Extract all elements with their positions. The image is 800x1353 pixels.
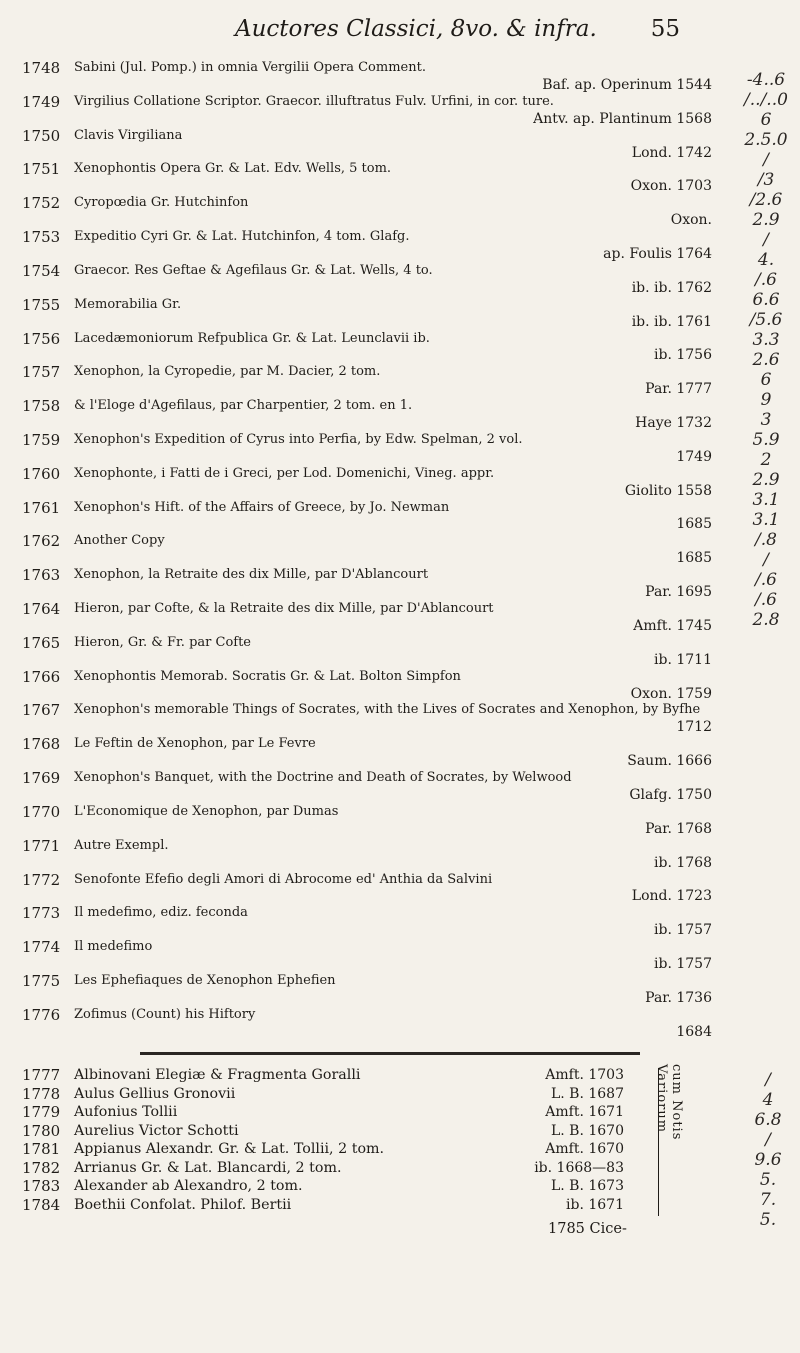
lot-number: 1759 (22, 430, 61, 449)
entry-imprint: Saum. 1666 (627, 753, 712, 770)
margin-note: 5. (759, 1170, 777, 1190)
entry-title: Clavis Virgiliana (74, 127, 183, 143)
margin-note: /../..0 (744, 90, 788, 110)
lot-number: 1749 (22, 92, 61, 111)
entry-title: Aufonius Tollii (74, 1104, 178, 1121)
lot-number: 1760 (22, 464, 61, 483)
entry-title: Aulus Gellius Gronovii (74, 1085, 236, 1102)
catalogue-entry (22, 905, 712, 939)
entry-imprint: ib. ib. 1761 (631, 313, 712, 330)
catalogue-entry (22, 466, 712, 500)
entry-imprint: Oxon. 1703 (630, 178, 712, 195)
margin-note: 6.8 (754, 1110, 782, 1130)
entry-title: Senofonte Efefio degli Amori di Abrocome ed' Anthia da Salvini (74, 871, 493, 887)
catchword: 1785 Cice- (548, 1221, 627, 1237)
running-title: Auctores Classici, 8vo. & infra. (235, 16, 597, 42)
margin-note: /2.6 (749, 190, 783, 210)
entry-imprint: L. B. 1673 (550, 1178, 624, 1195)
entry-imprint: ib. 1671 (566, 1196, 624, 1213)
lot-number: 1770 (22, 802, 61, 821)
lot-number: 1768 (22, 735, 61, 754)
margin-note: /.8 (755, 530, 777, 550)
entry-imprint: ib. 1757 (654, 922, 712, 939)
catalogue-entry (22, 635, 712, 669)
lot-number: 1782 (22, 1158, 61, 1177)
entry-title: Arrianus Gr. & Lat. Blancardi, 2 tom. (74, 1159, 342, 1176)
catalogue-entry (22, 364, 712, 398)
entry-title: Albinovani Elegiæ & Fragmenta Goralli (74, 1067, 361, 1083)
catalogue-entry (22, 1140, 712, 1159)
catalogue-entry (22, 229, 712, 263)
entry-imprint: Par. 1777 (645, 381, 712, 398)
margin-note: 6 (760, 110, 772, 130)
margin-note: 9.6 (754, 1150, 782, 1170)
entry-imprint: ib. 1768 (654, 854, 712, 871)
entry-title: Xenophon, la Retraite des dix Mille, par D'Ablancourt (74, 567, 429, 583)
lot-number: 1766 (22, 667, 61, 686)
entry-imprint: 1685 (676, 516, 712, 533)
margin-note: 5. (759, 1210, 777, 1230)
entry-imprint: 1684 (676, 1023, 712, 1040)
lot-number: 1784 (22, 1195, 61, 1214)
catalogue-entry (22, 1103, 712, 1122)
catalogue-entry (22, 770, 712, 804)
catalogue-entry (22, 297, 712, 331)
entry-imprint: ib. 1757 (654, 956, 712, 973)
entry-imprint: Glafg. 1750 (629, 786, 712, 803)
entry-imprint: Lond. 1723 (631, 888, 712, 905)
entry-imprint: Par. 1695 (645, 584, 712, 601)
lot-number: 1763 (22, 566, 61, 585)
handwritten-prices-section-2 (740, 1070, 796, 1230)
catalogue-entry (22, 973, 712, 1007)
margin-note: 4. (757, 250, 775, 270)
entry-imprint: Amft. 1703 (545, 1067, 624, 1083)
catalogue-entry (22, 161, 712, 195)
entry-title: Lacedæmoniorum Refpublica Gr. & Lat. Leunclavii ib. (74, 330, 430, 346)
entry-title: Le Feftin de Xenophon, par Le Fevre (74, 736, 316, 752)
catalogue-entry (22, 669, 712, 703)
margin-note: 5.9 (752, 430, 780, 450)
margin-note: 3 (760, 410, 772, 430)
margin-note: 4 (762, 1090, 774, 1110)
margin-note: 7. (759, 1190, 777, 1210)
entry-imprint: Par. 1768 (645, 820, 712, 837)
margin-note: 2.8 (752, 610, 780, 630)
lot-number: 1752 (22, 194, 61, 213)
entry-title: Xenophon's Expedition of Cyrus into Perfia, by Edw. Spelman, 2 vol. (74, 431, 523, 447)
entry-title: Another Copy (74, 533, 165, 549)
lot-number: 1783 (22, 1177, 61, 1196)
entry-title: L'Economique de Xenophon, par Dumas (74, 803, 339, 819)
lot-number: 1779 (22, 1103, 61, 1122)
entry-title: Xenophonte, i Fatti de i Greci, per Lod. Domenichi, Vineg. appr. (74, 465, 495, 481)
lot-number: 1753 (22, 228, 61, 247)
entry-title: Cyropœdia Gr. Hutchinfon (74, 195, 249, 211)
catalogue-entry (22, 1159, 712, 1178)
entry-title: Xenophontis Memorab. Socratis Gr. & Lat. Bolton Simpfon (74, 668, 461, 684)
entry-title: Hieron, par Cofte, & la Retraite des dix Mille, par D'Ablancourt (74, 601, 494, 616)
entry-imprint: Haye 1732 (635, 415, 712, 432)
catalogue-entries-section-2 (22, 1066, 712, 1214)
catalogue-entry (22, 1122, 712, 1141)
entry-imprint: Baf. ap. Operinum 1544 (542, 76, 712, 93)
catalogue-entry (22, 331, 712, 365)
page-number: 55 (650, 16, 680, 42)
entry-title: & l'Eloge d'Agefilaus, par Charpentier, 2 tom. en 1. (74, 398, 413, 414)
lot-number: 1765 (22, 633, 61, 652)
margin-note: /.6 (755, 590, 777, 610)
lot-number: 1775 (22, 971, 61, 990)
catalogue-entry (22, 60, 712, 94)
margin-note: / (765, 1070, 771, 1090)
margin-note: 2 (760, 450, 772, 470)
catalogue-entry (22, 128, 712, 162)
catalogue-entry (22, 601, 712, 635)
entry-title: Il medefimo, ediz. feconda (74, 905, 248, 921)
entry-imprint: Antv. ap. Plantinum 1568 (533, 110, 712, 127)
lot-number: 1777 (22, 1066, 61, 1084)
lot-number: 1754 (22, 261, 61, 280)
catalogue-entry (22, 263, 712, 297)
lot-number: 1778 (22, 1084, 61, 1103)
entry-imprint: ap. Foulis 1764 (603, 245, 712, 262)
lot-number: 1748 (22, 59, 61, 77)
lot-number: 1771 (22, 836, 61, 855)
lot-number: 1773 (22, 904, 61, 923)
page-header (60, 10, 680, 50)
margin-note: /3 (757, 170, 775, 190)
entry-title: Boethii Confolat. Philof. Bertii (74, 1196, 292, 1213)
entry-title: Autre Exempl. (74, 837, 169, 853)
catalogue-entry (22, 533, 712, 567)
entry-title: Virgilius Collatione Scriptor. Graecor. illuftratus Fulv. Urfini, in cor. ture. (74, 93, 554, 109)
entry-title: Hieron, Gr. & Fr. par Cofte (74, 634, 251, 650)
entry-title: Les Ephefiaques de Xenophon Ephefien (74, 972, 336, 988)
entry-title: Il medefimo (74, 939, 153, 955)
lot-number: 1756 (22, 329, 61, 348)
entry-title: Aurelius Victor Schotti (74, 1122, 239, 1139)
entry-imprint: ib. 1756 (654, 347, 712, 364)
lot-number: 1772 (22, 870, 61, 889)
catalogue-entry (22, 195, 712, 229)
lot-number: 1762 (22, 532, 61, 551)
entry-title: Xenophon, la Cyropedie, par M. Dacier, 2 tom. (74, 364, 381, 380)
margin-note: 2.9 (752, 210, 780, 230)
lot-number: 1769 (22, 769, 61, 788)
catalogue-entry (22, 838, 712, 872)
entry-imprint: L. B. 1670 (550, 1122, 624, 1139)
catalogue-entry (22, 804, 712, 838)
entry-imprint: Giolito 1558 (624, 482, 712, 499)
entry-title: Graecor. Res Geftae & Agefilaus Gr. & Lat. Wells, 4 to. (74, 262, 433, 278)
margin-note: 2.6 (752, 350, 780, 370)
entry-imprint: ib. 1711 (654, 651, 712, 668)
catalogue-entry (22, 736, 712, 770)
catalogue-entry (22, 1085, 712, 1104)
margin-note: 3.1 (752, 490, 780, 510)
catalogue-entries (22, 60, 712, 1041)
lot-number: 1751 (22, 160, 61, 179)
entry-imprint: 1712 (676, 719, 712, 736)
catalogue-entry (22, 1066, 712, 1085)
entry-title: Expeditio Cyri Gr. & Lat. Hutchinfon, 4 tom. Glafg. (74, 229, 410, 245)
catalogue-entry (22, 1007, 712, 1041)
catalogue-entry (22, 94, 712, 128)
entry-title: Xenophon's memorable Things of Socrates, with the Lives of Socrates and Xenophon, by Byfhe (74, 702, 701, 718)
entry-imprint: ib. ib. 1762 (631, 279, 712, 296)
section-rule (140, 1052, 640, 1055)
margin-note: /5.6 (749, 310, 783, 330)
margin-note: /.6 (755, 270, 777, 290)
catalogue-entry (22, 1177, 712, 1196)
entry-imprint: Amft. 1745 (633, 617, 712, 634)
lot-number: 1774 (22, 938, 61, 957)
lot-number: 1758 (22, 397, 61, 416)
side-note: cum Notis Variorum (654, 1064, 684, 1141)
margin-note: / (763, 230, 769, 250)
margin-note: 9 (760, 390, 772, 410)
entry-title: Zofimus (Count) his Hiftory (74, 1006, 256, 1022)
entry-imprint: Par. 1736 (645, 989, 712, 1006)
entry-title: Alexander ab Alexandro, 2 tom. (74, 1178, 303, 1195)
lot-number: 1781 (22, 1140, 61, 1159)
lot-number: 1761 (22, 498, 61, 517)
entry-imprint: Amft. 1671 (545, 1104, 624, 1121)
catalogue-entry (22, 567, 712, 601)
catalogue-entry (22, 939, 712, 973)
entry-title: Memorabilia Gr. (74, 296, 182, 312)
entry-title: Appianus Alexandr. Gr. & Lat. Tollii, 2 tom. (74, 1141, 385, 1158)
lot-number: 1776 (22, 1005, 61, 1024)
entry-title: Sabini (Jul. Pomp.) in omnia Vergilii Opera Comment. (74, 60, 426, 75)
entry-title: Xenophon's Banquet, with the Doctrine and Death of Socrates, by Welwood (74, 770, 572, 786)
entry-imprint: 1685 (676, 550, 712, 567)
margin-note: 6.6 (752, 290, 780, 310)
margin-note: 2.9 (752, 470, 780, 490)
lot-number: 1757 (22, 363, 61, 382)
lot-number: 1780 (22, 1121, 61, 1140)
entry-imprint: Oxon. (670, 212, 712, 229)
entry-title: Xenophontis Opera Gr. & Lat. Edv. Wells, 5 tom. (74, 161, 392, 177)
lot-number: 1755 (22, 295, 61, 314)
entry-imprint: L. B. 1687 (550, 1085, 624, 1102)
catalogue-entry (22, 872, 712, 906)
entry-imprint: ib. 1668—83 (534, 1159, 624, 1176)
entry-imprint: 1749 (676, 448, 712, 465)
margin-note: / (765, 1130, 771, 1150)
margin-note: 6 (760, 370, 772, 390)
entry-imprint: Oxon. 1759 (630, 685, 712, 702)
margin-note: /.6 (755, 570, 777, 590)
entry-imprint: Amft. 1670 (545, 1141, 624, 1158)
entry-imprint: Lond. 1742 (631, 144, 712, 161)
margin-note: 3.3 (752, 330, 780, 350)
margin-note: 2.5.0 (744, 130, 788, 150)
margin-note: / (763, 550, 769, 570)
margin-note: 3.1 (752, 510, 780, 530)
handwritten-prices (736, 70, 796, 630)
catalogue-entry (22, 398, 712, 432)
lot-number: 1750 (22, 126, 61, 145)
margin-note: / (763, 150, 769, 170)
margin-note: -4..6 (746, 70, 786, 90)
entry-title: Xenophon's Hift. of the Affairs of Greece, by Jo. Newman (74, 499, 450, 515)
lot-number: 1767 (22, 701, 61, 720)
catalogue-entry (22, 500, 712, 534)
catalogue-entry (22, 432, 712, 466)
lot-number: 1764 (22, 600, 61, 618)
catalogue-entry (22, 702, 712, 736)
catalogue-entry (22, 1196, 712, 1215)
